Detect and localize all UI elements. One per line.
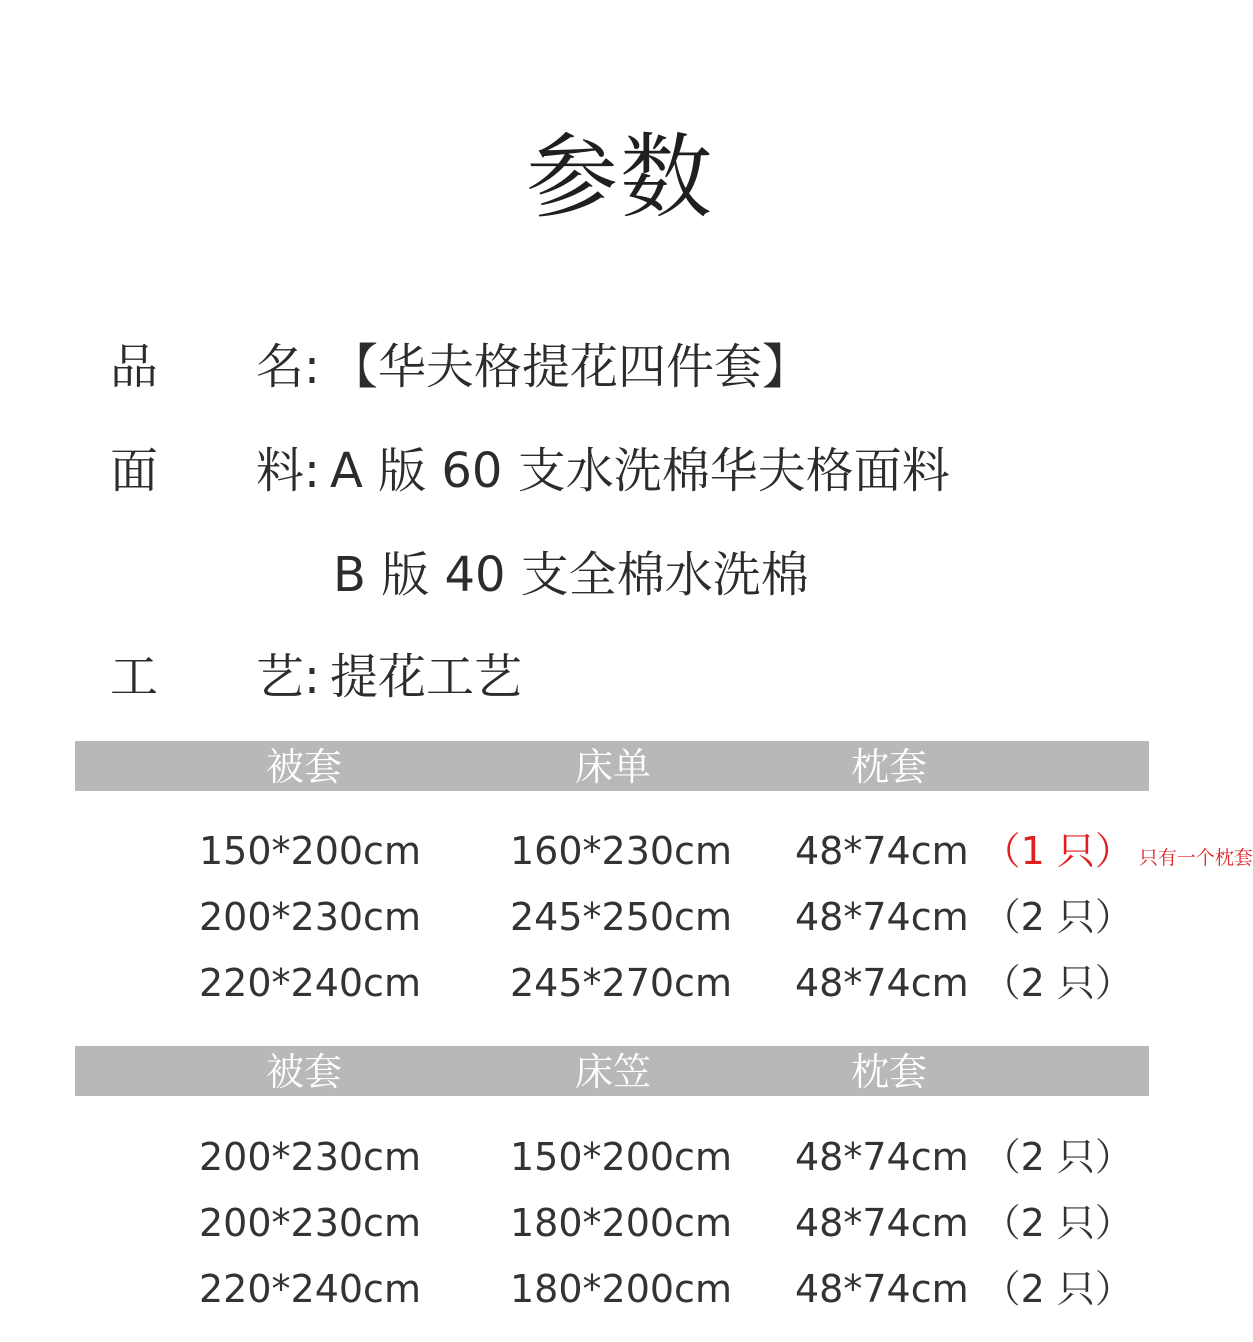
pillowcase-qty: （2 只）: [982, 1135, 1133, 1179]
table-cell-pillowcase: [795, 826, 1253, 883]
table-row: [0, 1264, 1240, 1314]
pillowcase-qty: （2 只）: [982, 1201, 1133, 1245]
spec-label: [110, 328, 330, 397]
table-cell-pillowcase: [795, 892, 1133, 942]
table-row: [0, 1198, 1240, 1248]
table-cell-fitted-sheet: 150*200cm: [510, 1135, 732, 1179]
spec-value-fabric-a: A 版 60 支水洗棉华夫格面料: [330, 442, 950, 499]
table2-header-duvet: 被套: [265, 1050, 342, 1094]
table-row: [0, 892, 1240, 942]
table1-header: [75, 741, 1149, 791]
table-cell-duvet: 150*200cm: [199, 829, 421, 873]
table-cell-pillowcase: [795, 958, 1133, 1008]
table1-header-pillowcase: 枕套: [850, 745, 927, 789]
table2-header: [75, 1046, 1149, 1096]
spec-row-product-name: [110, 327, 810, 397]
pillowcase-size: 48*74cm: [795, 961, 969, 1005]
spec-row-fabric-b: [333, 535, 809, 605]
table-row: [0, 958, 1240, 1008]
pillowcase-size: 48*74cm: [795, 1267, 969, 1311]
pillowcase-size: 48*74cm: [795, 829, 969, 873]
table-cell-fitted-sheet: 180*200cm: [510, 1201, 732, 1245]
pillowcase-size: 48*74cm: [795, 895, 969, 939]
table-row: [0, 1132, 1240, 1182]
table1-header-duvet: 被套: [265, 745, 342, 789]
table-cell-duvet: 220*240cm: [199, 1267, 421, 1311]
table-cell-duvet: 200*230cm: [199, 1201, 421, 1245]
pillowcase-qty: （2 只）: [982, 1267, 1133, 1311]
table-cell-sheet: 245*270cm: [510, 961, 732, 1005]
table-cell-duvet: 200*230cm: [199, 1135, 421, 1179]
spec-value-product-name: 【华夫格提花四件套】: [330, 338, 811, 395]
spec-label-char: 料:: [255, 442, 320, 499]
pillowcase-size: 48*74cm: [795, 1201, 969, 1245]
pillowcase-note: 只有一个枕套: [1138, 847, 1253, 869]
pillowcase-qty: （2 只）: [982, 961, 1133, 1005]
table2-header-pillowcase: 枕套: [850, 1050, 927, 1094]
table-cell-duvet: 220*240cm: [199, 961, 421, 1005]
spec-label-char: 艺:: [255, 648, 320, 705]
table-cell-duvet: 200*230cm: [199, 895, 421, 939]
table1-header-sheet: 床单: [574, 745, 651, 789]
table-cell-pillowcase: [795, 1132, 1133, 1182]
spec-label: [110, 638, 330, 707]
pillowcase-qty: （1 只）: [982, 829, 1133, 873]
pillowcase-qty: （2 只）: [982, 895, 1133, 939]
spec-row-craft: [110, 637, 522, 707]
spec-value-craft: 提花工艺: [330, 648, 523, 705]
page-title: 参数: [525, 124, 714, 231]
table2-header-fitted-sheet: 床笠: [574, 1050, 651, 1094]
table-cell-pillowcase: [795, 1198, 1133, 1248]
spec-label-char: 面: [110, 442, 159, 499]
table-row: [0, 826, 1253, 876]
table-cell-fitted-sheet: 180*200cm: [510, 1267, 732, 1311]
spec-row-fabric: [110, 431, 950, 501]
spec-label: [110, 432, 330, 501]
spec-label-char: 名:: [255, 338, 320, 395]
pillowcase-size: 48*74cm: [795, 1135, 969, 1179]
spec-label-char: 工: [110, 648, 159, 705]
table-cell-sheet: 160*230cm: [510, 829, 732, 873]
spec-label-char: 品: [110, 338, 159, 395]
table-cell-pillowcase: [795, 1264, 1133, 1314]
spec-value-fabric-b: B 版 40 支全棉水洗棉: [333, 546, 809, 603]
table-cell-sheet: 245*250cm: [510, 895, 732, 939]
